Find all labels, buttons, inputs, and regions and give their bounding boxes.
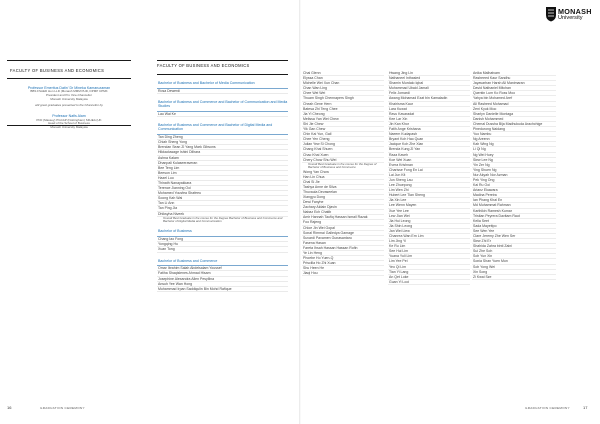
graduate-name: Julian Yew Si Chong	[302, 142, 384, 147]
graduate-name: Arianz Ekawara	[472, 188, 556, 193]
faculty-heading: FACULTY OF BUSINESS AND ECONOMICS	[157, 60, 288, 68]
graduate-name: Elyssa Chan	[302, 76, 384, 81]
graduate-name: Ansuh Yee Wan Hong	[157, 282, 288, 287]
graduate-name: Hikkaduwage Ishini Dilhara	[157, 150, 288, 155]
graduate-name: Anika Malhatvam	[472, 71, 556, 76]
graduate-name: Brenda Kung Zi Yan	[388, 147, 470, 152]
graduate-name: Yahya bin Mohamed Aref	[472, 96, 556, 101]
graduate-name: Mohamed Yousfea Shafeeu	[157, 191, 288, 196]
graduate-name: Kee Lar Xin	[388, 117, 470, 122]
degree-title: Bachelor of Business and Commerce	[158, 258, 218, 263]
graduate-name: Ye Lin Heng	[302, 251, 384, 256]
monash-shield-icon	[545, 6, 557, 22]
logo-subtitle: University	[558, 15, 583, 21]
graduate-name: Rosa Dewerdi	[157, 89, 288, 94]
graduate-name: Muhammad Irpan Saddiqulin Bin Mohd Rafique	[157, 287, 288, 292]
degree-title: Bachelor of Business	[158, 229, 192, 234]
graduate-name: Lew Jian Wei	[388, 214, 470, 219]
sidebar	[7, 60, 131, 130]
degree-title: Bachelor of Business and Commerce and Bachelor of Digital Media and Communication	[158, 123, 273, 132]
graduate-name: Chai Si Jie	[302, 180, 384, 185]
presenter-role: Head of the School of Business	[48, 121, 90, 126]
degree-title: Bachelor of Business and Commerce and Bachelor of Communication and Media Studies	[158, 99, 288, 109]
graduate-list-column-2	[388, 71, 470, 285]
graduate-name: Hazel Luo	[157, 176, 288, 181]
graduate-name: Jun Sheng Lau	[388, 178, 470, 183]
graduate-name: Jayavarhan Harsh Ali Manimaran	[472, 81, 556, 86]
graduate-name: Fatiha Shaqislenes Ahmad Hisam	[157, 271, 288, 276]
presenter-institution: Monash University Malaysia	[50, 125, 88, 130]
graduate-name: Josephine Alexandra Allen Pesyllina	[157, 277, 288, 282]
graduate-name: Lara Kuwat	[388, 107, 470, 112]
graduate-name: Michelle Wei Xun Chan	[302, 81, 384, 86]
graduate-name: Wong Yan Chow	[302, 170, 384, 175]
graduate-name: Naeem Kudapash	[388, 132, 470, 137]
sidebar-heading: FACULTY OF BUSINESS AND ECONOMICS	[7, 61, 131, 79]
degree-section	[157, 228, 288, 252]
presenter-name: Professor Emeritus Datin' Dr Mineka Kamaruzaman	[27, 86, 111, 90]
presenter-role: President and Pro Vice-Chancellor	[46, 93, 92, 98]
graduate-name: Dhanpali Kulaseeraveran	[157, 161, 288, 166]
graduate-name: Quentin Lum Ko Ross Moo	[472, 91, 556, 96]
graduate-name: Bee Teng Lim	[157, 166, 288, 171]
graduate-name: Zachary Aldain Djavin	[302, 205, 384, 210]
graduate-name: Fatih Ange Krishana	[388, 127, 470, 132]
footer-left-text: GRADUATION CEREMONY	[40, 406, 85, 410]
graduate-name: Terence Jianning Ooi	[157, 186, 288, 191]
graduate-name: Jia Hui Leong	[388, 219, 470, 224]
graduate-name: Ian Phang Khai En	[472, 198, 556, 203]
graduate-name: Raza Kaveh	[388, 153, 470, 158]
presented-note: will greet graduates presented to the Chancellor by	[35, 102, 103, 107]
footer-right-text: GRADUATION CEREMONY	[525, 406, 570, 410]
graduate-name: Chemal Dussha Bija Madhukuda Arachchige	[472, 122, 556, 127]
graduate-list-column-1	[302, 71, 384, 276]
page-number-left: 16	[7, 405, 12, 410]
graduate-name: Chee Yen Cheng	[302, 137, 384, 142]
graduate-name: Li Qi Ng	[472, 147, 556, 152]
graduate-name: Bryant Koh Hao Quan	[388, 137, 470, 142]
page-number-right: 17	[583, 405, 588, 410]
graduate-name: Melissa Yan Wei Chew	[302, 117, 384, 122]
graduate-name: Dewi Fanyhe	[302, 200, 384, 205]
graduate-name: Nur Akyah Nor Azman	[472, 173, 556, 178]
faculty-column	[157, 60, 288, 292]
logo-wordmark: MONASH	[558, 7, 592, 16]
graduate-name: Chanrea Wan Ern Lim	[388, 234, 470, 239]
graduate-name: Thinath Nanayakkara	[157, 181, 288, 186]
graduate-name: Shu Heen He	[302, 266, 384, 271]
graduate-name: Muhammad Ubaid Jamali	[388, 86, 470, 91]
graduate-name: Dhiksyha Niveek	[157, 212, 288, 217]
graduate-name: Yuo Nambu	[472, 132, 556, 137]
graduate-list-column-3	[472, 71, 556, 280]
graduate-name: Foo Rajeng	[302, 220, 384, 225]
graduate-name: Ying Shuen Ng	[472, 168, 556, 173]
graduate-name: Sui Zhe Soh	[472, 249, 556, 254]
presenter-name: Professor Nafis Alam	[52, 114, 86, 119]
graduate-name: Ravu Kavaradat	[388, 112, 470, 117]
graduate-name: Khairisma Kaur	[388, 102, 470, 107]
graduate-name: Yongqing Hu	[157, 242, 288, 247]
graduate-name: Tan Ping Jia	[157, 206, 288, 211]
faculty-rule	[157, 74, 288, 75]
graduate-name: Brendan Sean Zi Yang Mark Gibsons	[157, 145, 288, 150]
degree-section	[157, 80, 288, 94]
graduate-name: Jia Yi Cheong	[302, 112, 384, 117]
graduate-name: Chin Kai Yun, Gail	[302, 132, 384, 137]
graduate-name: Batesa Zhi Teng Chee	[302, 107, 384, 112]
graduate-name: Priscilla Ho Zhi Xuan	[302, 261, 384, 266]
graduate-name: Rasheeed Kaur Sandhu	[472, 76, 556, 81]
degree-sections	[157, 80, 288, 292]
graduate-name: Lim Jing Yi	[388, 239, 470, 244]
graduate-name: Karthikin Ramesh Kumar	[472, 209, 556, 214]
graduate-name: Sonia Shan Yuen Mun	[472, 259, 556, 264]
degree-section	[157, 258, 288, 292]
graduate-name: Han Lin Chua	[302, 175, 384, 180]
graduate-name: Sada Mayettpo	[472, 224, 556, 229]
graduate-name: Ashna Kalam	[157, 156, 288, 161]
graduate-name: Zeni Kyuk Moo	[472, 107, 556, 112]
graduate-name: Soh Yun Xin	[472, 254, 556, 259]
graduate-name: Lai Jun Kit	[388, 173, 470, 178]
graduate-name: Siew Zhi Er	[472, 239, 556, 244]
graduate-name: See Wen Yee	[472, 229, 556, 234]
graduate-name: Guan Yi Looi	[388, 280, 470, 285]
graduate-name: Sonal Rimmai Galledya Gamage	[302, 231, 384, 236]
graduate-name: Kelia Seet	[472, 219, 556, 224]
graduate-name: Amir Hannah Taufiq Hassan Ismail Razak	[302, 215, 384, 220]
graduate-name: Lim Yee Pei	[388, 259, 470, 264]
graduate-name: Chery Chow Shu Wei	[302, 158, 384, 163]
graduate-name: Chai Glenn	[302, 71, 384, 76]
graduate-name: Shi Jie Chew	[302, 122, 384, 127]
graduate-name: Clare Jeremy Zhe Wen Ser	[472, 234, 556, 239]
graduate-name: Jin Kan Khor	[388, 122, 470, 127]
graduate-name: Lee Zhuepong	[388, 183, 470, 188]
graduate-name: See Hui Lim	[388, 249, 470, 254]
graduate-name: Hubert Lee Tian Sheng	[388, 193, 470, 198]
graduate-name: Tashya Anne de Silva	[302, 185, 384, 190]
degree-title: Bachelor of Business and Bachelor of Media Communication	[158, 81, 255, 85]
graduate-name: Madina Pereira	[472, 193, 556, 198]
graduate-name: Shahida Zahra binti Zaini	[472, 244, 556, 249]
graduate-name: Chang Khai Shuen	[302, 147, 384, 152]
graduate-name: Yuana Yuli Lim	[388, 254, 470, 259]
graduate-name: Thuam Singh Chennapers Singh	[302, 96, 384, 101]
graduate-name: Lau Wai Ke	[157, 112, 288, 117]
graduate-name: Tan Ding Zheng	[157, 135, 288, 140]
graduate-name: Felix Jomardi	[388, 91, 470, 96]
graduate-name: Ng Wei Huey	[472, 153, 556, 158]
graduate-name: Tian Yi Lang	[388, 270, 470, 275]
graduate-name: Awang Mohamad Ezat bin Kamaladin	[388, 96, 470, 101]
graduate-name: Omar Ibrahim Salah Abdelsalam Youssef	[157, 266, 288, 271]
graduate-name: Jan Wei Liew	[388, 229, 470, 234]
graduate-name: Suvardi Pavamen Gunasantaru	[302, 236, 384, 241]
sidebar-bottom-rule	[7, 125, 131, 126]
graduate-name: Cheah Gene Hern	[302, 102, 384, 107]
award-note: Overall Best Graduate in the course for the Degree Bachelor of Business and Commerce and Bachelor of Digital Media and Communication	[163, 215, 283, 224]
graduate-name: Yin Zer Ng	[472, 163, 556, 168]
presenter-block	[7, 114, 131, 130]
graduate-name: Kah Wing Ng	[472, 142, 556, 147]
graduate-name: Kai Ru Ooi	[472, 183, 556, 188]
graduate-name: Phoebe Ho Yuen-Q	[302, 256, 384, 261]
graduate-name: Xiangyu Dong	[302, 195, 384, 200]
graduate-name: Ke Ru Lim	[388, 244, 470, 249]
graduate-name: An Qet Loke	[388, 275, 470, 280]
graduate-name: Pek Ying Ong	[472, 178, 556, 183]
graduate-name: Tan Li Ann	[157, 201, 288, 206]
graduate-name: Jiaqi Hou	[302, 271, 384, 276]
graduate-name: Jia Xin Lee	[388, 198, 470, 203]
graduate-name: Chiah Sheng Yong	[157, 140, 288, 145]
graduate-name: Tristian Peyrera Davitam Raut	[472, 214, 556, 219]
graduate-name: Xin Song	[472, 270, 556, 275]
presenter-institution: Monash University Malaysia	[50, 96, 88, 101]
graduate-name: Ali Rasheed Mohamad	[472, 102, 556, 107]
graduate-name: Xue Yee Lee	[388, 209, 470, 214]
graduate-name: Evera Krishnan	[388, 163, 470, 168]
graduate-name: Yik Gan Chew	[302, 127, 384, 132]
presenter-credentials: BBS FSAED Hon LLD (Monash MMM PHD, DPMP CPMK	[30, 89, 108, 94]
graduate-name: Chloe Jin Wei Gopal	[302, 226, 384, 231]
presenter-block	[7, 86, 131, 107]
graduate-name: Lee Wenn Mayen	[388, 203, 470, 208]
graduate-name: Pinedurong Naidang	[472, 127, 556, 132]
degree-section	[157, 122, 288, 223]
graduate-name: Sharlyn Danielle Montaga	[472, 112, 556, 117]
graduate-name: Nathaneel Inthasied	[388, 76, 470, 81]
degree-section	[157, 99, 288, 117]
graduate-name: Soong Kah Wai	[157, 196, 288, 201]
graduate-name: Yeo Qi Lim	[388, 265, 470, 270]
graduate-name: Charisse Fong En Lai	[388, 168, 470, 173]
graduate-name: Md Muhammat Rahman	[472, 203, 556, 208]
graduate-name: Ng Areenn	[472, 137, 556, 142]
monash-logo	[545, 6, 595, 24]
graduate-name: Zi Kwai Sze	[472, 275, 556, 280]
graduate-name: Lim Wen Zhi	[388, 188, 470, 193]
graduate-name: Chee Wei Wei	[302, 91, 384, 96]
graduate-name: Chan Wan Ling	[302, 86, 384, 91]
graduate-name: Danish Mohammed	[472, 117, 556, 122]
graduate-name: David Nathaniel Mitchan	[472, 86, 556, 91]
page-gutter	[299, 0, 301, 424]
graduate-name: Fareta Ihsah Hassan Hassan Rofin	[302, 246, 384, 251]
graduate-name: Chao Khai Xuen	[302, 153, 384, 158]
presenter-credentials: PhD (Massey) PGCAP (Nottingham) SFHEA (UK	[36, 117, 102, 122]
graduate-name: Hwang Jing Lin	[388, 71, 470, 76]
graduate-name: Soh Yong Wei	[472, 265, 556, 270]
graduate-name: Thuvaula Devaseelan	[302, 190, 384, 195]
award-note: Overall Best Graduate in the course for the Degree of Bachelor of Business and Commerce	[308, 161, 377, 170]
graduate-name: Beeson Lim	[157, 171, 288, 176]
graduate-name: Shamin Murdalo Iqbal	[388, 81, 470, 86]
graduate-name: Koe Wei Xuan	[388, 158, 470, 163]
graduate-name: Jacique Koh Zhe Xian	[388, 142, 470, 147]
graduate-name: Nabaz Ech Chatib	[302, 210, 384, 215]
graduate-name: Fasena Hasan	[302, 241, 384, 246]
graduate-name: Xuan Tong	[157, 247, 288, 252]
graduate-name: Chang Iao Fong	[157, 237, 288, 242]
graduate-name: Siew Lee Ng	[472, 158, 556, 163]
graduate-name: Jia Shin Leong	[388, 224, 470, 229]
